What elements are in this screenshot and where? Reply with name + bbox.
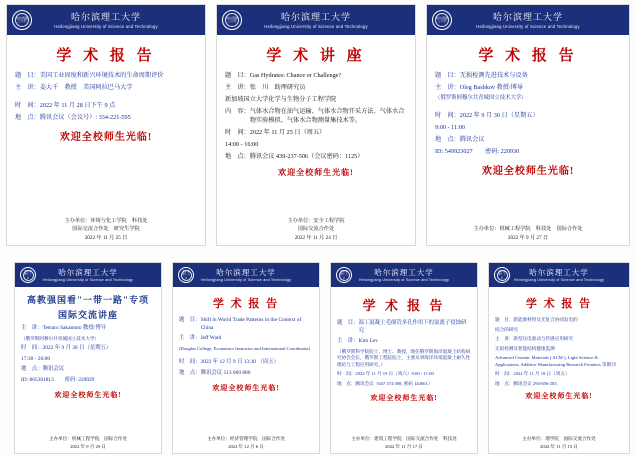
welcome-text: 欢迎全校师生光临! xyxy=(59,132,153,143)
poster-title: 高教强国看"一带一路"专项 xyxy=(27,295,149,305)
organizer-line: 主办单位：建筑工程学院 国际交流合作处 科技处 xyxy=(351,436,457,441)
organizer-line: 国际交流合作处 研究生学院 xyxy=(72,226,140,232)
row-value: 腾讯会议 439-237-506（会议密码：1125） xyxy=(249,153,364,160)
poster-1[interactable] xyxy=(6,4,206,246)
row-value: 2022 年 11 月 18 日（周五） xyxy=(513,371,570,376)
poster-row xyxy=(495,317,623,324)
poster-header xyxy=(331,263,477,287)
university-seal-icon: 哈尔滨理工大学 xyxy=(432,10,452,30)
university-seal-icon: 哈尔滨理工大学 xyxy=(336,267,352,283)
row-value: Tetsuro Sakamoto 教授/博导 xyxy=(42,325,106,331)
row-value: （俄罗斯阿穆尔共青城国立技术大学） xyxy=(21,335,100,341)
poster-header xyxy=(173,263,319,287)
row-value: 新能源材料及光复合协同发电的 xyxy=(513,317,578,322)
row-label: 地 点： xyxy=(21,366,43,372)
poster-header xyxy=(15,263,161,287)
poster-row xyxy=(435,95,621,103)
poster-title: 学 术 报 告 xyxy=(525,298,593,310)
poster-date: 2022 年 11 月 24 日 xyxy=(294,235,338,241)
poster-body xyxy=(427,35,629,245)
row-label: 题 目： xyxy=(15,72,40,79)
poster-row xyxy=(21,325,155,333)
row-value: 无损检测先进技术与设备 xyxy=(459,72,528,79)
poster-date: 2022 年 11 月 17 日 xyxy=(385,444,423,449)
row-value: 腾讯会议（会议号）: 334-221-595 xyxy=(39,114,131,121)
row-label: 主 讲： xyxy=(225,84,250,91)
poster-footer xyxy=(181,435,311,450)
poster-row xyxy=(225,107,407,125)
row-value: 无损检测及智能结构健康监测 xyxy=(495,345,555,351)
poster-header xyxy=(217,5,415,35)
row-label: 时 间： xyxy=(15,102,40,109)
university-name-en: Heilongjiang University of Science and Technology xyxy=(54,23,158,29)
poster-date: 2022 年 9 月 27 日 xyxy=(507,235,549,241)
poster-row xyxy=(495,346,623,353)
university-name-en: Heilongjiang University of Science and Technology xyxy=(476,23,580,29)
poster-date: 2022 年 11 月 15 日 xyxy=(540,444,578,449)
poster-footer xyxy=(435,225,621,242)
poster-row xyxy=(337,338,471,346)
university-name-cn: 哈尔滨理工大学 xyxy=(492,11,563,22)
row-value: 腾讯会议 294-856-283 xyxy=(513,380,557,386)
row-label: 时 间： xyxy=(21,345,43,351)
row-value: Advanced Ceramic Materials ( ACM ), Light Science & Applications, Additive Manufacturing Research Frontiers 等期刊 xyxy=(495,355,616,367)
poster-body xyxy=(7,35,205,245)
poster-row xyxy=(495,355,623,368)
poster-row xyxy=(15,101,197,110)
poster-date: 2022 年 11 月 25 日 xyxy=(84,235,128,241)
row-label: 主 讲： xyxy=(435,84,460,91)
university-name-cn: 哈尔滨理工大学 xyxy=(216,268,276,277)
university-name-en: Heilongjiang University of Science and Technology xyxy=(200,278,292,282)
university-name-en: Heilongjiang University of Science and Technology xyxy=(513,278,605,282)
row-label: 题 目： xyxy=(435,72,460,79)
row-label: 时 间： xyxy=(225,129,250,136)
row-value: Shift in World Trade Patterns in the Context of China xyxy=(200,317,302,331)
university-seal-icon: 哈尔滨理工大学 xyxy=(12,10,32,30)
poster-2[interactable] xyxy=(216,4,416,246)
row-value: 姜大千 教授 美国阿拉巴马大学 xyxy=(39,84,133,91)
row-label: 题 目： xyxy=(179,317,201,323)
poster-row xyxy=(435,147,621,156)
poster-row xyxy=(435,83,621,92)
poster-title: 学 术 讲 座 xyxy=(266,48,366,64)
poster-title: 学 术 报 告 xyxy=(478,48,578,64)
row-label: 时 间： xyxy=(179,359,201,365)
poster-row xyxy=(337,320,471,335)
poster-3[interactable] xyxy=(426,4,630,246)
row-value: 14:00 - 16:00 xyxy=(225,141,259,148)
poster-row xyxy=(225,152,407,161)
organizer-line: 主办单位：理学院 国际交流合作处 xyxy=(522,436,596,441)
poster-row xyxy=(495,381,623,388)
poster-5[interactable] xyxy=(172,262,320,454)
row-value: 美国工业固废和新兴环境技术的生命周期评价 xyxy=(39,72,164,79)
organizer-line: 主办单位：机械工程学院 科技处 国际合作处 xyxy=(473,226,583,232)
row-value: 2022 年 11 月 25 日（周五） xyxy=(249,129,326,136)
row-label: 地 点： xyxy=(225,153,250,160)
row-value: 2022 年 11 月 28 日下午 9 点 xyxy=(39,102,116,109)
poster-row xyxy=(225,71,407,80)
poster-row xyxy=(21,377,155,385)
organizer-line: 主办单位：环境与化工学院 科技处 xyxy=(64,218,148,224)
welcome-text: 欢迎全校师生光临! xyxy=(212,384,280,392)
poster-4[interactable] xyxy=(14,262,162,454)
row-value: 腾讯会议 xyxy=(42,366,65,372)
row-value: Gas Hydrates: Chance or Challenge? xyxy=(249,72,342,79)
row-value: 腾讯会议 xyxy=(459,135,485,143)
poster-subtitle: 国际交流讲座 xyxy=(57,310,118,320)
university-name-en: Heilongjiang University of Science and Technology xyxy=(42,278,134,282)
poster-row xyxy=(495,327,623,334)
university-name-en: Heilongjiang University of Science and Technology xyxy=(264,23,368,29)
university-name-cn: 哈尔滨理工大学 xyxy=(529,268,589,277)
row-label: 地 点： xyxy=(435,135,460,143)
poster-header xyxy=(427,5,629,35)
poster-row xyxy=(15,83,197,92)
row-value: (Douglas College, Economics Instructor and International Coordinator) xyxy=(179,345,311,351)
row-value: Jeff Ward xyxy=(200,335,222,341)
poster-row xyxy=(21,356,155,364)
poster-row xyxy=(225,95,407,104)
poster-row xyxy=(495,336,623,343)
poster-body xyxy=(489,287,629,453)
row-label: 时 间： xyxy=(435,111,460,119)
university-seal-icon: 哈尔滨理工大学 xyxy=(222,10,242,30)
poster-row xyxy=(337,371,471,378)
poster-footer xyxy=(15,217,197,242)
poster-7[interactable] xyxy=(488,262,630,454)
poster-row xyxy=(21,366,155,374)
poster-row xyxy=(225,83,407,92)
poster-body xyxy=(217,35,415,245)
welcome-text: 欢迎全校师生光临! xyxy=(481,165,575,177)
poster-row xyxy=(15,71,197,80)
poster-title: 学 术 报 告 xyxy=(56,48,156,64)
poster-header xyxy=(489,263,629,287)
row-label: 时 间： xyxy=(495,371,514,376)
university-seal-icon: 哈尔滨理工大学 xyxy=(178,267,194,283)
row-value: 2022 年 11 月 19 日（周六）9:00 - 11:00 xyxy=(355,371,434,376)
poster-row xyxy=(337,381,471,388)
row-value: 新加坡国立大学化学与生物分子工程学院 xyxy=(225,96,337,103)
poster-row xyxy=(337,349,471,369)
poster-row xyxy=(179,359,313,367)
university-seal-icon: 哈尔滨理工大学 xyxy=(494,267,510,283)
row-value: ID: 549923027 密码: 220930 xyxy=(435,147,520,155)
poster-row xyxy=(435,135,621,144)
poster-date: 2022 年 12 月 6 日 xyxy=(228,444,264,449)
welcome-text: 欢迎全校师生光临! xyxy=(278,168,354,177)
row-value: 2022 年 12 月 9 日 13:30 （周五） xyxy=(200,359,279,365)
row-value: 新型压电驱动与传感应用研究 xyxy=(513,336,574,341)
poster-row xyxy=(495,371,623,378)
row-value: 17:30 - 20:00 xyxy=(21,355,51,362)
row-value: 9:00 - 11:00 xyxy=(435,123,466,131)
university-name-cn: 哈尔滨理工大学 xyxy=(58,268,118,277)
poster-footer xyxy=(497,435,621,450)
poster-row xyxy=(15,113,197,122)
row-value: 结合的研究 xyxy=(495,326,518,332)
poster-row xyxy=(225,128,407,137)
row-value: 海工混凝土毛细管多孔作用下的氯离子侵蚀研究 xyxy=(358,320,467,334)
row-label: 地 点： xyxy=(495,380,514,386)
university-seal-icon: 哈尔滨理工大学 xyxy=(20,267,36,283)
row-label: 主 讲： xyxy=(337,338,359,344)
poster-date: 2022 年 9 月 29 日 xyxy=(70,444,106,449)
poster-row xyxy=(179,335,313,343)
poster-row xyxy=(225,140,407,149)
poster-row xyxy=(179,346,313,353)
row-value: （俄罗斯阿穆尔共青城国立技术大学） xyxy=(435,95,527,101)
university-name-cn: 哈尔滨理工大学 xyxy=(280,11,351,22)
row-value: 腾讯会议 513 000 880 xyxy=(200,369,251,376)
row-label: 地 点： xyxy=(179,369,201,376)
poster-row xyxy=(435,71,621,80)
organizer-line: 主办单位：安全工程学院 xyxy=(287,218,345,224)
row-value: Oleg Bashkov 教授/博导 xyxy=(459,84,523,91)
row-value: Kim Lev xyxy=(358,338,378,344)
row-label: 题 目： xyxy=(337,320,359,326)
poster-footer xyxy=(225,217,407,242)
poster-title: 学 术 报 告 xyxy=(362,298,446,313)
university-name-cn: 哈尔滨理工大学 xyxy=(70,11,141,22)
organizer-line: 主办单位：经济管理学院 国际合作处 xyxy=(206,436,286,441)
row-label: 地 点： xyxy=(15,114,40,121)
poster-row xyxy=(179,370,313,378)
row-label: 主 讲： xyxy=(495,336,514,341)
row-label: 地 点： xyxy=(337,380,356,386)
poster-body xyxy=(173,287,319,453)
poster-footer xyxy=(339,435,469,450)
poster-body xyxy=(331,287,477,453)
row-label: 时 间： xyxy=(337,371,356,376)
row-label: 主 讲： xyxy=(15,84,40,91)
row-value: 腾讯会议（647 374 008, 密码 144661） xyxy=(355,380,433,386)
row-value: ID: 865361813 密码: 220929 xyxy=(21,376,95,383)
row-label: 内 容： xyxy=(225,108,250,115)
poster-row xyxy=(179,317,313,332)
row-value: 张 川 助理研究员 xyxy=(249,84,306,91)
row-value: 2022 年 9 月 30 日（星期五） xyxy=(42,345,112,351)
poster-footer xyxy=(23,435,153,450)
welcome-text: 欢迎全校师生光临! xyxy=(525,392,593,400)
poster-6[interactable] xyxy=(330,262,478,454)
row-label: 题 目： xyxy=(225,72,250,79)
poster-row xyxy=(435,123,621,132)
organizer-line: 国际交流合作处 xyxy=(297,226,335,232)
university-name-cn: 哈尔滨理工大学 xyxy=(374,268,434,277)
welcome-text: 欢迎全校师生光临! xyxy=(54,391,122,399)
row-label: 主 讲： xyxy=(21,325,43,331)
poster-body xyxy=(15,287,161,453)
poster-row xyxy=(21,336,155,343)
row-value: 2022 年 9 月 30 日（星期五） xyxy=(459,111,539,119)
organizer-line: 主办单位：机械工程学院 国际合作处 xyxy=(48,436,128,441)
row-value: （俄罗斯科学院院士、博士、教授，现任俄罗斯海洋混凝土结构研究协会会长，俄罗斯工程院院士，主要从事海洋环境混凝土耐久性理论与工程应用研究。） xyxy=(337,348,471,367)
poster-row xyxy=(21,345,155,353)
row-value: 气体水合物在油气运输、气体水合物开采方法、气体水合物实验模拟、气体水合物测量集技术等。 xyxy=(249,108,405,124)
university-name-en: Heilongjiang University of Science and Technology xyxy=(358,278,450,282)
row-label: 主 讲： xyxy=(179,335,201,341)
poster-header xyxy=(7,5,205,35)
welcome-text: 欢迎全校师生光临! xyxy=(370,394,438,402)
row-label: 题 目： xyxy=(495,317,514,322)
poster-title: 学 术 报 告 xyxy=(212,298,280,310)
poster-row xyxy=(435,111,621,120)
